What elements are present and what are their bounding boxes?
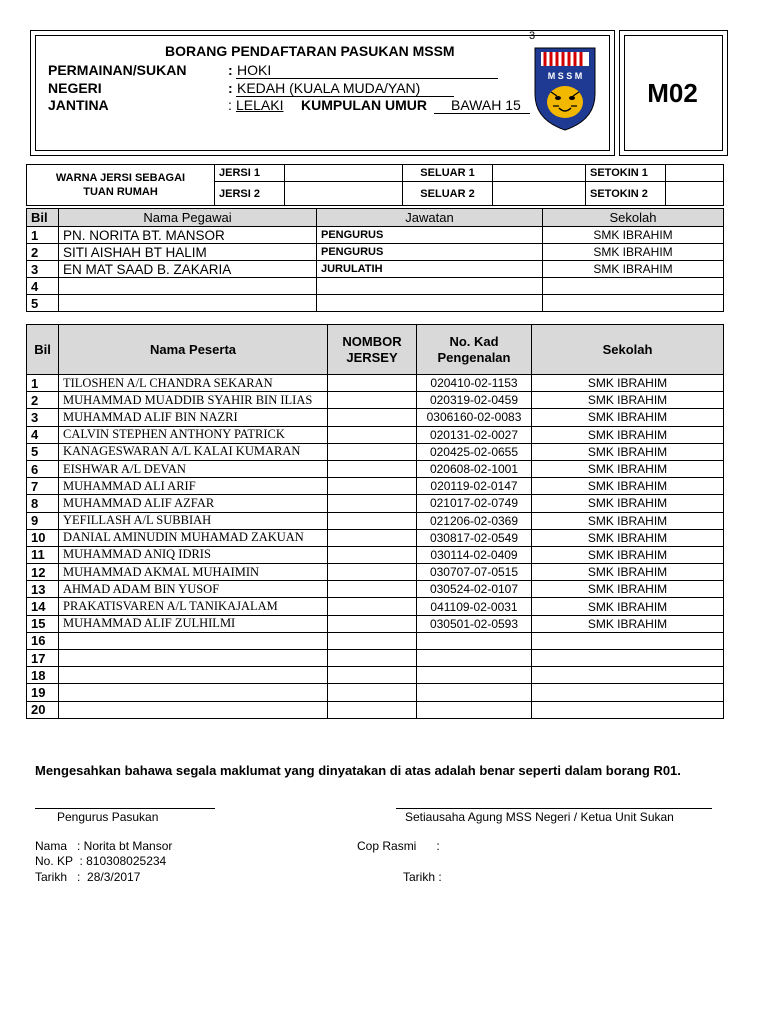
setokin1-label: SETOKIN 1 <box>586 165 666 182</box>
player-ic: 020131-02-0027 <box>417 426 532 443</box>
jersey-table <box>26 164 724 206</box>
tarikh-left-line: Tarikh : 28/3/2017 <box>35 870 141 884</box>
player-ic: 0306160-02-0083 <box>417 409 532 426</box>
player-ic: 030501-02-0593 <box>417 615 532 632</box>
officials-nama: PN. NORITA BT. MANSOR <box>59 227 317 244</box>
player-row <box>27 615 724 632</box>
player-bil: 2 <box>27 392 59 409</box>
player-row <box>27 478 724 495</box>
permainan-label: PERMAINAN/SUKAN <box>48 62 187 78</box>
player-bil: 18 <box>27 667 59 684</box>
players-header-ic-line-2: Pengenalan <box>437 349 511 365</box>
player-nama: MUHAMMAD ALIF AZFAR <box>59 495 328 512</box>
player-ic: 020319-02-0459 <box>417 392 532 409</box>
sig-line-right <box>396 808 712 809</box>
officials-row <box>27 278 724 295</box>
warna-jersi-label <box>27 165 215 206</box>
player-row <box>27 581 724 598</box>
nama-line: Nama : Norita bt Mansor <box>35 839 173 853</box>
player-sekolah: SMK IBRAHIM <box>532 581 724 598</box>
player-row <box>27 701 724 718</box>
officials-nama: EN MAT SAAD B. ZAKARIA <box>59 261 317 278</box>
player-sekolah <box>532 667 724 684</box>
player-sekolah: SMK IBRAHIM <box>532 375 724 392</box>
player-jersey-number <box>328 495 417 512</box>
player-row <box>27 546 724 563</box>
player-nama: AHMAD ADAM BIN YUSOF <box>59 581 328 598</box>
officials-row <box>27 244 724 261</box>
player-row <box>27 375 724 392</box>
negeri-label: NEGERI <box>48 80 102 96</box>
officials-header-jawatan: Jawatan <box>317 209 543 227</box>
player-bil: 9 <box>27 512 59 529</box>
officials-jawatan: PENGURUS <box>317 227 543 244</box>
player-ic: 020608-02-1001 <box>417 460 532 477</box>
player-nama: MUHAMMAD ANIQ IDRIS <box>59 546 328 563</box>
player-sekolah: SMK IBRAHIM <box>532 598 724 615</box>
player-nama: MUHAMMAD AKMAL MUHAIMIN <box>59 564 328 581</box>
player-bil: 20 <box>27 701 59 718</box>
officials-row <box>27 295 724 312</box>
player-bil: 5 <box>27 443 59 460</box>
officials-jawatan <box>317 278 543 295</box>
jantina-label: JANTINA <box>48 97 109 113</box>
players-header-bil: Bil <box>27 325 59 375</box>
player-row <box>27 684 724 701</box>
player-sekolah: SMK IBRAHIM <box>532 512 724 529</box>
player-jersey-number <box>328 443 417 460</box>
form-code: M02 <box>647 78 698 108</box>
cop-rasmi-line: Cop Rasmi : <box>357 839 440 853</box>
player-row <box>27 409 724 426</box>
player-row <box>27 650 724 667</box>
players-header-jersey <box>328 325 417 375</box>
officials-jawatan: JURULATIH <box>317 261 543 278</box>
players-header-ic <box>417 325 532 375</box>
officials-header-bil: Bil <box>27 209 59 227</box>
player-row <box>27 443 724 460</box>
officials-bil: 2 <box>27 244 59 261</box>
mssm-logo <box>531 44 599 132</box>
setokin1-value[interactable] <box>666 165 724 182</box>
player-jersey-number <box>328 460 417 477</box>
player-jersey-number <box>328 581 417 598</box>
player-bil: 14 <box>27 598 59 615</box>
seluar2-label: SELUAR 2 <box>403 182 493 206</box>
officials-nama <box>59 278 317 295</box>
permainan-value: HOKI <box>237 62 272 78</box>
player-ic: 030707-07-0515 <box>417 564 532 581</box>
players-header-ic-line-1: No. Kad <box>449 333 499 349</box>
player-sekolah: SMK IBRAHIM <box>532 546 724 563</box>
kumpulan-value: BAWAH 15 <box>451 97 521 113</box>
jantina-colon: : <box>228 97 232 113</box>
setokin2-label: SETOKIN 2 <box>586 182 666 206</box>
form-title: BORANG PENDAFTARAN PASUKAN MSSM <box>165 43 455 59</box>
officials-sekolah: SMK IBRAHIM <box>543 261 724 278</box>
player-bil: 17 <box>27 650 59 667</box>
player-row <box>27 460 724 477</box>
player-nama: MUHAMMAD ALI ARIF <box>59 478 328 495</box>
player-jersey-number <box>328 512 417 529</box>
player-jersey-number <box>328 375 417 392</box>
sig-left-label: Pengurus Pasukan <box>57 810 159 824</box>
player-sekolah: SMK IBRAHIM <box>532 478 724 495</box>
officials-table <box>26 208 724 312</box>
logo-text: M S S M <box>547 71 583 81</box>
player-bil: 16 <box>27 632 59 649</box>
player-jersey-number <box>328 478 417 495</box>
tarikh-right-line: Tarikh : <box>403 870 442 884</box>
player-jersey-number <box>328 564 417 581</box>
player-sekolah: SMK IBRAHIM <box>532 443 724 460</box>
player-bil: 19 <box>27 684 59 701</box>
player-ic: 020119-02-0147 <box>417 478 532 495</box>
player-nama: MUHAMMAD ALIF ZULHILMI <box>59 615 328 632</box>
jersi2-value[interactable] <box>285 182 403 206</box>
player-row <box>27 632 724 649</box>
player-nama <box>59 650 328 667</box>
seluar1-label: SELUAR 1 <box>403 165 493 182</box>
setokin2-value[interactable] <box>666 182 724 206</box>
players-header-jersey-line-1: NOMBOR <box>342 333 402 349</box>
player-sekolah: SMK IBRAHIM <box>532 564 724 581</box>
officials-sekolah <box>543 278 724 295</box>
player-row <box>27 598 724 615</box>
player-sekolah <box>532 684 724 701</box>
player-ic <box>417 684 532 701</box>
officials-bil: 5 <box>27 295 59 312</box>
officials-header-nama: Nama Pegawai <box>59 209 317 227</box>
officials-sekolah <box>543 295 724 312</box>
officials-row <box>27 261 724 278</box>
kumpulan-label: KUMPULAN UMUR <box>301 97 427 113</box>
player-sekolah: SMK IBRAHIM <box>532 392 724 409</box>
player-jersey-number <box>328 684 417 701</box>
player-jersey-number <box>328 426 417 443</box>
officials-bil: 3 <box>27 261 59 278</box>
player-row <box>27 392 724 409</box>
player-sekolah: SMK IBRAHIM <box>532 426 724 443</box>
sig-right-label: Setiausaha Agung MSS Negeri / Ketua Unit Sukan <box>405 810 674 824</box>
player-nama: EISHWAR A/L DEVAN <box>59 460 328 477</box>
officials-sekolah: SMK IBRAHIM <box>543 227 724 244</box>
player-sekolah: SMK IBRAHIM <box>532 495 724 512</box>
player-row <box>27 426 724 443</box>
sig-line-left <box>35 808 215 809</box>
player-row <box>27 667 724 684</box>
negeri-value: KEDAH (KUALA MUDA/YAN) <box>237 80 421 96</box>
player-jersey-number <box>328 701 417 718</box>
player-nama: CALVIN STEPHEN ANTHONY PATRICK <box>59 426 328 443</box>
player-jersey-number <box>328 546 417 563</box>
player-ic <box>417 701 532 718</box>
jantina-value: LELAKI <box>236 97 284 113</box>
player-sekolah: SMK IBRAHIM <box>532 529 724 546</box>
officials-nama: SITI AISHAH BT HALIM <box>59 244 317 261</box>
seluar1-value[interactable] <box>493 165 586 182</box>
no-kp-line: No. KP : 810308025234 <box>35 854 167 868</box>
warna-jersi-line-1: WARNA JERSI SEBAGAI <box>55 172 186 184</box>
seluar2-value[interactable] <box>493 182 586 206</box>
player-bil: 4 <box>27 426 59 443</box>
player-nama: MUHAMMAD ALIF BIN NAZRI <box>59 409 328 426</box>
player-ic <box>417 650 532 667</box>
player-jersey-number <box>328 615 417 632</box>
player-nama <box>59 667 328 684</box>
player-bil: 1 <box>27 375 59 392</box>
player-ic <box>417 667 532 684</box>
player-row <box>27 529 724 546</box>
player-ic: 030524-02-0107 <box>417 581 532 598</box>
player-bil: 6 <box>27 460 59 477</box>
player-row <box>27 495 724 512</box>
player-nama: TILOSHEN A/L CHANDRA SEKARAN <box>59 375 328 392</box>
officials-header-sekolah: Sekolah <box>543 209 724 227</box>
player-ic: 021206-02-0369 <box>417 512 532 529</box>
player-nama <box>59 684 328 701</box>
player-bil: 8 <box>27 495 59 512</box>
page-mark: 3 <box>529 30 536 42</box>
player-jersey-number <box>328 529 417 546</box>
officials-bil: 4 <box>27 278 59 295</box>
jersi2-label: JERSI 2 <box>215 182 285 206</box>
player-ic <box>417 632 532 649</box>
player-jersey-number <box>328 598 417 615</box>
player-sekolah: SMK IBRAHIM <box>532 460 724 477</box>
jersi1-label: JERSI 1 <box>215 165 285 182</box>
player-nama: KANAGESWARAN A/L KALAI KUMARAN <box>59 443 328 460</box>
officials-jawatan: PENGURUS <box>317 244 543 261</box>
players-table <box>26 324 724 719</box>
player-nama: PRAKATISVAREN A/L TANIKAJALAM <box>59 598 328 615</box>
officials-sekolah: SMK IBRAHIM <box>543 244 724 261</box>
player-ic: 041109-02-0031 <box>417 598 532 615</box>
players-header-nama: Nama Peserta <box>59 325 328 375</box>
player-sekolah <box>532 632 724 649</box>
player-bil: 13 <box>27 581 59 598</box>
permainan-colon: : <box>228 62 233 78</box>
officials-bil: 1 <box>27 227 59 244</box>
player-ic: 030817-02-0549 <box>417 529 532 546</box>
negeri-colon: : <box>228 80 233 96</box>
player-bil: 11 <box>27 546 59 563</box>
player-ic: 020410-02-1153 <box>417 375 532 392</box>
player-nama <box>59 632 328 649</box>
player-bil: 10 <box>27 529 59 546</box>
player-nama <box>59 701 328 718</box>
player-bil: 7 <box>27 478 59 495</box>
player-jersey-number <box>328 667 417 684</box>
player-jersey-number <box>328 632 417 649</box>
officials-row <box>27 227 724 244</box>
player-sekolah: SMK IBRAHIM <box>532 615 724 632</box>
jersi1-value[interactable] <box>285 165 403 182</box>
player-sekolah <box>532 650 724 667</box>
player-row <box>27 512 724 529</box>
player-nama: YEFILLASH A/L SUBBIAH <box>59 512 328 529</box>
players-header-jersey-line-2: JERSEY <box>346 349 398 365</box>
player-bil: 3 <box>27 409 59 426</box>
player-nama: DANIAL AMINUDIN MUHAMAD ZAKUAN <box>59 529 328 546</box>
player-ic: 020425-02-0655 <box>417 443 532 460</box>
permainan-underline <box>236 78 498 79</box>
player-jersey-number <box>328 409 417 426</box>
player-bil: 15 <box>27 615 59 632</box>
kumpulan-underline <box>434 113 530 114</box>
officials-nama <box>59 295 317 312</box>
declaration-text: Mengesahkan bahawa segala maklumat yang dinyatakan di atas adalah benar seperti dalam borang R01. <box>35 763 681 778</box>
player-bil: 12 <box>27 564 59 581</box>
player-sekolah: SMK IBRAHIM <box>532 409 724 426</box>
player-row <box>27 564 724 581</box>
player-jersey-number <box>328 650 417 667</box>
player-jersey-number <box>328 392 417 409</box>
officials-jawatan <box>317 295 543 312</box>
player-nama: MUHAMMAD MUADDIB SYAHIR BIN ILIAS <box>59 392 328 409</box>
warna-jersi-line-2: TUAN RUMAH <box>83 186 158 198</box>
players-header-sekolah: Sekolah <box>532 325 724 375</box>
player-sekolah <box>532 701 724 718</box>
player-ic: 030114-02-0409 <box>417 546 532 563</box>
player-ic: 021017-02-0749 <box>417 495 532 512</box>
